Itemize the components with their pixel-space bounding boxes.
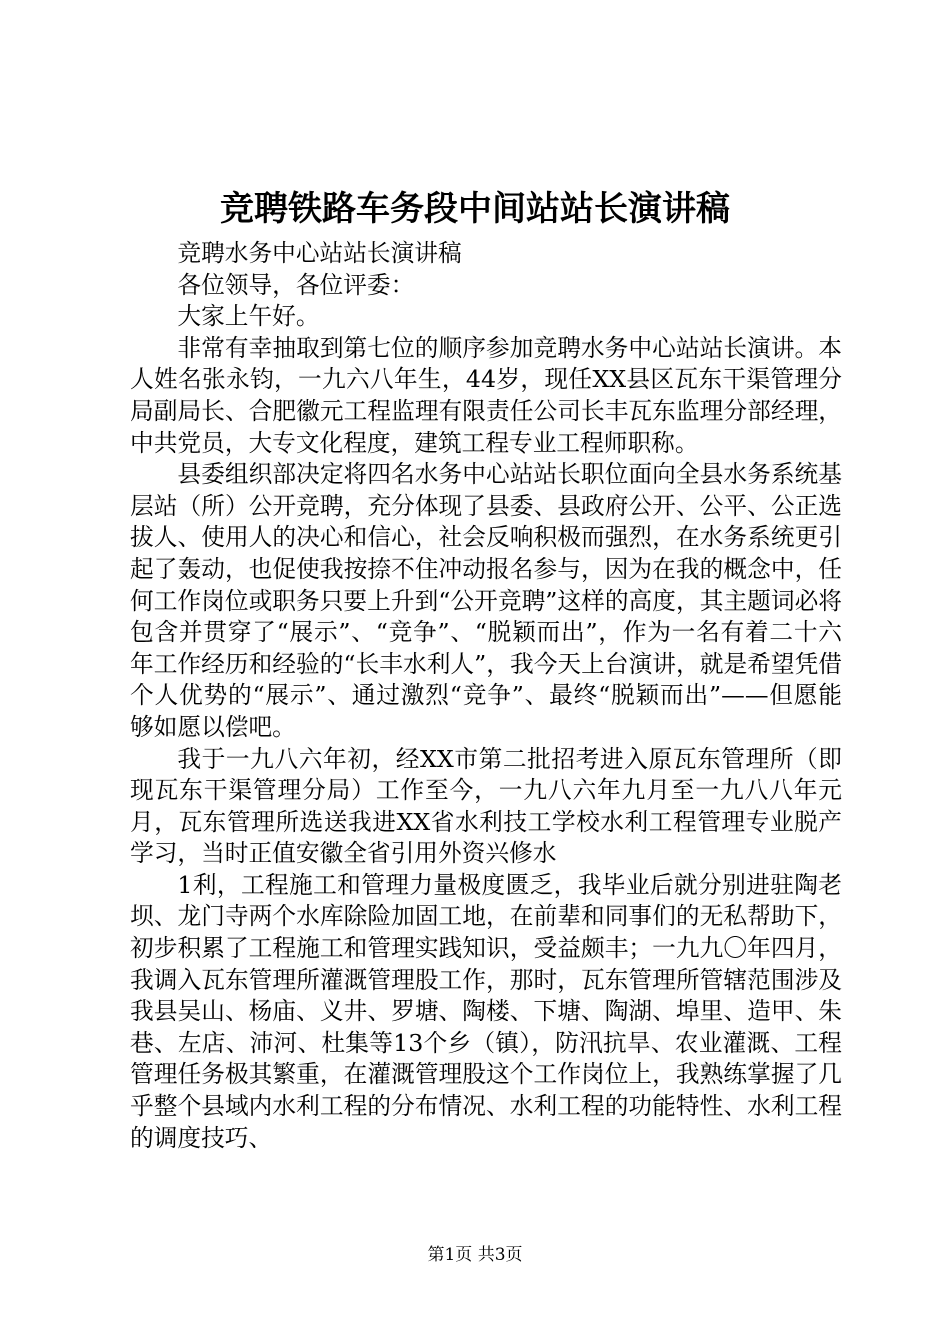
paragraph-experience: 1利，工程施工和管理力量极度匮乏，我毕业后就分别进驻陶老坝、龙门寺两个水库除险加固工地，在前辈和同事们的无私帮助下，初步积累了工程施工和管理实践知识，受益颇丰；一九九〇年四月，我调入瓦东管理所灌溉管理股工作，那时，瓦东管理所管辖范围涉及我县吴山、杨庙、义井、罗塘、陶楼、下塘、陶湖、埠里、造甲、朱巷、左店、沛河、杜集等13个乡（镇），防汛抗旱、农业灌溉、工程管理任务极其繁重，在灌溉管理股这个工作岗位上，我熟练掌握了几乎整个县域内水利工程的分布情况、水利工程的功能特性、水利工程的调度技巧、 [130,870,842,1152]
paragraph-subtitle: 竞聘水务中心站站长演讲稿 [177,239,462,267]
paragraph-greeting: 大家上午好。 [177,302,320,331]
paragraph-salutation: 各位领导，各位评委： [177,270,415,299]
page-number-footer: 第1页 共3页 [427,1245,523,1265]
paragraph-motivation: 县委组织部决定将四名水务中心站站长职位面向全县水务系统基层站（所）公开竞聘，充分体现了县委、县政府公开、公平、公正选拔人、使用人的决心和信心，社会反响积极而强烈，在水务系统更引起了轰动，也促使我按捺不住冲动报名参与，因为在我的概念中，任何工作岗位或职务只要上升到“公开竞聘”这样的高度，其主题词必将包含并贯穿了“展示”、“竞争”、“脱颖而出”，作为一名有着二十六年工作经历和经验的“长丰水利人”，我今天上台演讲，就是希望凭借个人优势的“展示”、通过激烈“竞争”、最终“脱颖而出”——但愿能够如愿以偿吧。 [130,460,842,741]
document-body [130,238,842,1154]
paragraph-work-history: 我于一九八六年初，经XX市第二批招考进入原瓦东管理所（即现瓦东干渠管理分局）工作至今，一九八六年九月至一九八八年元月，瓦东管理所选送我进XX省水利技工学校水利工程管理专业脱产学习，当时正值安徽全省引用外资兴修水 [130,744,842,868]
document-title: 竞聘铁路车务段中间站站长演讲稿 [220,189,730,229]
paragraph-introduction: 非常有幸抽取到第七位的顺序参加竞聘水务中心站站长演讲。本人姓名张永钧，一九六八年生，44岁，现任XX县区瓦东干渠管理分局副局长、合肥徽元工程监理有限责任公司长丰瓦东监理分部经理，中共党员，大专文化程度，建筑工程专业工程师职称。 [130,333,842,457]
